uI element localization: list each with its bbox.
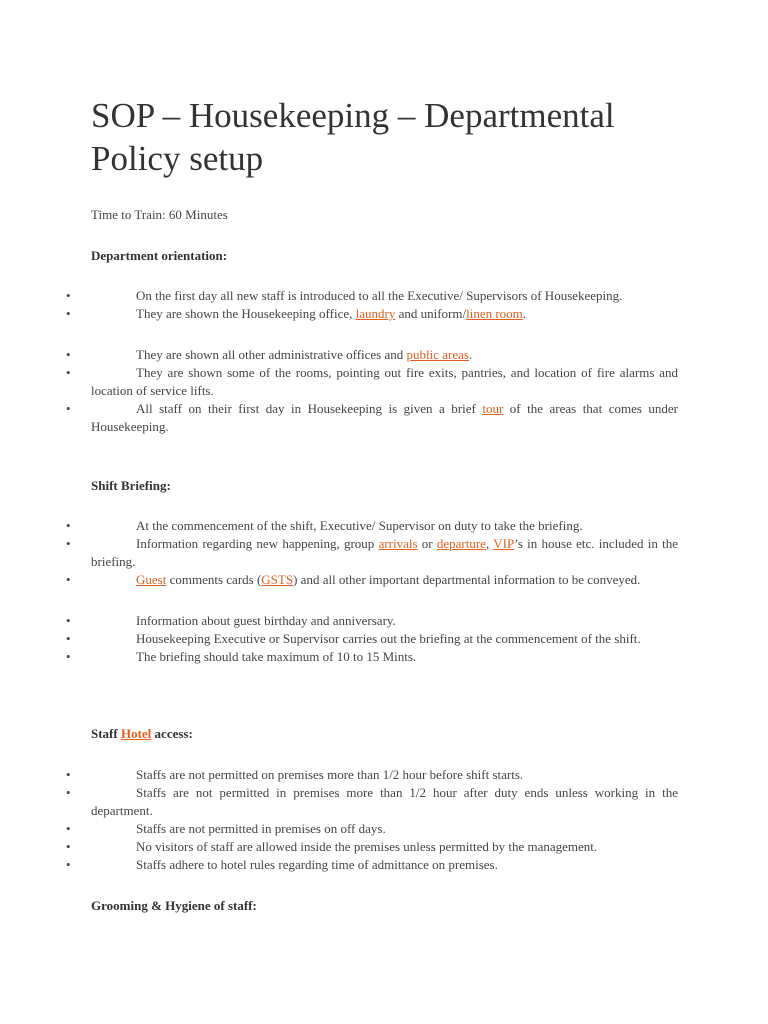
- text-fragment: ) and all other important departmental information to be conveyed.: [293, 572, 641, 587]
- list-item-text: [91, 287, 678, 305]
- bullet-icon: •: [66, 288, 71, 303]
- list-item-text: [91, 364, 678, 400]
- text-fragment: Information about guest birthday and anniversary.: [136, 613, 396, 628]
- list-item: [62, 287, 678, 305]
- list-item-text: [91, 766, 678, 784]
- text-fragment: .: [468, 347, 473, 362]
- list-item: [62, 838, 678, 856]
- list-item-text: [91, 648, 678, 666]
- list-item: [62, 820, 678, 838]
- bullet-icon: •: [66, 857, 71, 872]
- list-item: [62, 535, 678, 571]
- text-fragment: All staff on their first day in Housekeeping is given a brief: [136, 401, 483, 416]
- list-item: [62, 766, 678, 784]
- spacer: [62, 589, 678, 612]
- text-fragment: On the first day all new staff is introduced to all the Executive/ Supervisors of Housekeeping.: [136, 288, 623, 303]
- text-fragment: Staffs are not permitted in premises on off days.: [136, 821, 386, 836]
- text-fragment: They are shown some of the rooms, pointing out fire exits, pantries, and location of fire alarms and location of service lifts.: [91, 365, 678, 398]
- bullet-icon: •: [66, 631, 71, 646]
- list-item-text: [91, 630, 678, 648]
- bullet-icon: •: [66, 785, 71, 800]
- text-fragment: or: [417, 536, 437, 551]
- page-title: SOP – Housekeeping – Departmental Policy setup: [91, 96, 615, 178]
- bullet-icon: •: [66, 649, 71, 664]
- list-item: [62, 784, 678, 820]
- section-heading-shift-briefing: Shift Briefing:: [91, 478, 171, 493]
- inline-link[interactable]: laundry: [355, 306, 396, 321]
- text-fragment: ,: [485, 536, 494, 551]
- list-item-text: [91, 784, 678, 820]
- section-heading-department-orientation: Department orientation:: [91, 248, 228, 263]
- inline-link[interactable]: arrivals: [378, 536, 418, 551]
- list-item: [62, 400, 678, 436]
- section-heading-staff-hotel-access: [91, 725, 193, 743]
- inline-link[interactable]: Guest: [136, 572, 167, 587]
- spacer: [62, 323, 678, 346]
- list-item: [62, 612, 678, 630]
- text-fragment: .: [522, 306, 527, 321]
- bullet-icon: •: [66, 306, 71, 321]
- text-fragment: Staff: [91, 726, 121, 741]
- text-fragment: access:: [151, 726, 193, 741]
- list-item: [62, 571, 678, 589]
- bullet-icon: •: [66, 839, 71, 854]
- text-fragment: of the areas that comes under Housekeeping.: [91, 401, 678, 434]
- list-item: [62, 630, 678, 648]
- inline-link[interactable]: tour: [482, 401, 504, 416]
- text-fragment: comments cards (: [166, 572, 262, 587]
- bullet-icon: •: [66, 365, 71, 380]
- bullet-icon: •: [66, 401, 71, 416]
- text-fragment: They are shown all other administrative offices and: [136, 347, 407, 362]
- inline-link[interactable]: departure: [436, 536, 486, 551]
- bullet-icon: •: [66, 613, 71, 628]
- list-item-text: [91, 856, 678, 874]
- list-item: [62, 648, 678, 666]
- text-fragment: Staffs are not permitted on premises more than 1/2 hour before shift starts.: [136, 767, 524, 782]
- shift-briefing-list: [62, 517, 678, 666]
- inline-link[interactable]: linen room: [466, 306, 523, 321]
- list-item: [62, 346, 678, 364]
- text-fragment: ’s in house etc. included in the briefing.: [91, 536, 679, 569]
- bullet-icon: •: [66, 767, 71, 782]
- bullet-icon: •: [66, 347, 71, 362]
- list-item: [62, 305, 678, 323]
- list-item-text: [91, 612, 678, 630]
- time-to-train: Time to Train: 60 Minutes: [91, 207, 228, 222]
- text-fragment: and uniform/: [395, 306, 467, 321]
- list-item-text: [91, 820, 678, 838]
- department-orientation-list: [62, 287, 678, 436]
- list-item-text: [91, 400, 678, 436]
- text-fragment: At the commencement of the shift, Executive/ Supervisor on duty to take the briefing.: [136, 518, 583, 533]
- list-item-text: [91, 838, 678, 856]
- text-fragment: The briefing should take maximum of 10 to 15 Mints.: [136, 649, 417, 664]
- text-fragment: No visitors of staff are allowed inside the premises unless permitted by the management.: [136, 839, 598, 854]
- list-item: [62, 517, 678, 535]
- bullet-icon: •: [66, 821, 71, 836]
- inline-link[interactable]: VIP: [493, 536, 515, 551]
- staff-hotel-access-list: [62, 766, 678, 874]
- list-item-text: [91, 535, 678, 571]
- bullet-icon: •: [66, 518, 71, 533]
- text-fragment: Staffs adhere to hotel rules regarding time of admittance on premises.: [136, 857, 498, 872]
- text-fragment: They are shown the Housekeeping office,: [136, 306, 356, 321]
- list-item-text: [91, 571, 678, 589]
- bullet-icon: •: [66, 536, 71, 551]
- section-heading-grooming-hygiene: Grooming & Hygiene of staff:: [91, 898, 257, 913]
- text-fragment: Staffs are not permitted in premises more than 1/2 hour after duty ends unless working in the department.: [91, 785, 678, 818]
- text-fragment: Housekeeping Executive or Supervisor carries out the briefing at the commencement of the shift.: [136, 631, 641, 646]
- list-item-text: [91, 305, 678, 323]
- list-item-text: [91, 517, 678, 535]
- list-item-text: [91, 346, 678, 364]
- bullet-icon: •: [66, 572, 71, 587]
- inline-link[interactable]: GSTS: [261, 572, 294, 587]
- inline-link[interactable]: Hotel: [120, 726, 152, 741]
- text-fragment: Information regarding new happening, group: [136, 536, 379, 551]
- inline-link[interactable]: public areas: [406, 347, 469, 362]
- list-item: [62, 364, 678, 400]
- list-item: [62, 856, 678, 874]
